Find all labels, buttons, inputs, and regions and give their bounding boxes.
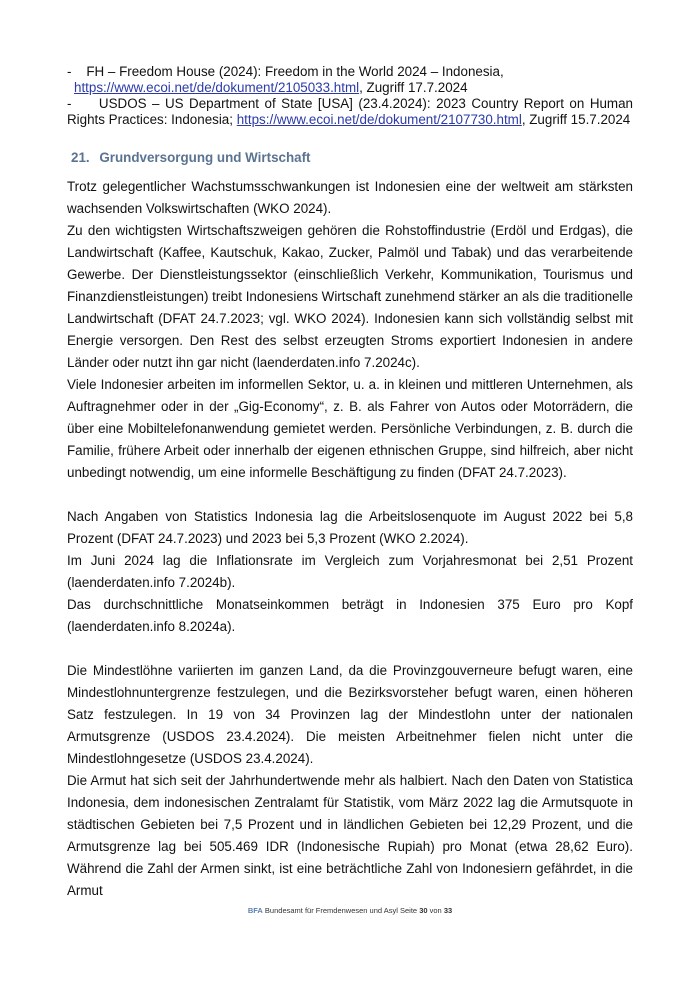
page-footer: BFA Bundesamt für Fremdenwesen und Asyl Seite 30 von 33: [247, 906, 453, 915]
reference-link[interactable]: https://www.ecoi.net/de/dokument/2107730.html: [236, 112, 522, 127]
paragraph: Die Mindestlöhne variierten im ganzen Land, da die Provinzgouverneure befugt waren, eine Mindestlohnuntergrenze festzulegen, und die Bezirksvorsteher befugt waren, einen höheren Satz festzulegen. In 19 von 34 Provinzen lag der Mindestlohn unter der nationalen Armutsgrenze (USDOS 23.4.2024). Die meisten Arbeitnehmer fielen nicht unter die Mindestlohngesetze (USDOS 23.4.2024).: [67, 663, 633, 766]
document-page: [67, 64, 633, 902]
paragraph: Im Juni 2024 lag die Inflationsrate im Vergleich zum Vorjahresmonat bei 2,51 Prozent (laenderdaten.info 7.2024b).: [67, 553, 633, 590]
page-total: 33: [443, 906, 453, 915]
paragraph: Das durchschnittliche Monatseinkommen beträgt in Indonesien 375 Euro pro Kopf (laenderdaten.info 8.2024a).: [67, 597, 633, 634]
page-number: 30: [419, 906, 428, 915]
reference-item: - FH – Freedom House (2024): Freedom in the World 2024 – Indonesia, https://www.ecoi.net/de/dokument/2105033.html, Zugriff 17.7.2024: [67, 64, 504, 95]
bfa-logo: BFA: [247, 906, 263, 915]
reference-item: - USDOS – US Department of State [USA] (23.4.2024): 2023 Country Report on Human Rights Practices: Indonesia; https://www.ecoi.net/de/dokument/2107730.html, Zugriff 15.7.2024: [67, 96, 633, 127]
paragraph: Trotz gelegentlicher Wachstumsschwankungen ist Indonesien eine der weltweit am stärksten wachsenden Volkswirtschaften (WKO 2024).: [67, 179, 633, 216]
paragraph: Nach Angaben von Statistics Indonesia lag die Arbeitslosenquote im August 2022 bei 5,8 Prozent (DFAT 24.7.2023) und 2023 bei 5,3 Prozent (WKO 2.2024).: [67, 509, 633, 546]
paragraph: Zu den wichtigsten Wirtschaftszweigen gehören die Rohstoffindustrie (Erdöl und Erdgas), die Landwirtschaft (Kaffee, Kautschuk, Kakao, Zucker, Palmöl und Tabak) und das verarbeitende Gewerbe. Der Dienstleistungssektor (einschließlich Verkehr, Kommunikation, Tourismus und Finanzdienstleistungen) treibt Indonesiens Wirtschaft zunehmend stärker an als die traditionelle Landwirtschaft (DFAT 24.7.2023; vgl. WKO 2024). Indonesien kann sich vollständig selbst mit Energie versorgen. Den Rest des selbst erzeugten Stroms exportiert Indonesien in andere Länder oder nutzt ihn gar nicht (laenderdaten.info 7.2024c).: [67, 223, 633, 370]
paragraph: Viele Indonesier arbeiten im informellen Sektor, u. a. in kleinen und mittleren Unternehmen, als Auftragnehmer oder in der „Gig-Economy“, z. B. als Fahrer von Autos oder Motorrädern, die über eine Mobiltelefonanwendung gemietet werden. Persönliche Verbindungen, z. B. durch die Familie, frühere Arbeit oder innerhalb der eigenen ethnischen Gruppe, sind hilfreich, aber nicht unbedingt notwendig, um eine informelle Beschäftigung zu finden (DFAT 24.7.2023).: [67, 377, 633, 480]
section-heading: 21. Grundversorgung und Wirtschaft: [71, 150, 311, 165]
reference-link[interactable]: https://www.ecoi.net/de/dokument/2105033.html: [74, 80, 360, 95]
paragraph: Die Armut hat sich seit der Jahrhundertwende mehr als halbiert. Nach den Daten von Statistica Indonesia, dem indonesischen Zentralamt für Statistik, vom März 2022 lag die Armutsquote in städtischen Gebieten bei 7,5 Prozent und in ländlichen Gebieten bei 12,29 Prozent, und die Armutsgrenze lag bei 505.469 IDR (Indonesische Rupiah) pro Monat (etwa 28,62 Euro). Während die Zahl der Armen sinkt, ist eine beträchtliche Zahl von Indonesiern gefährdet, in die Armut: [67, 773, 633, 898]
